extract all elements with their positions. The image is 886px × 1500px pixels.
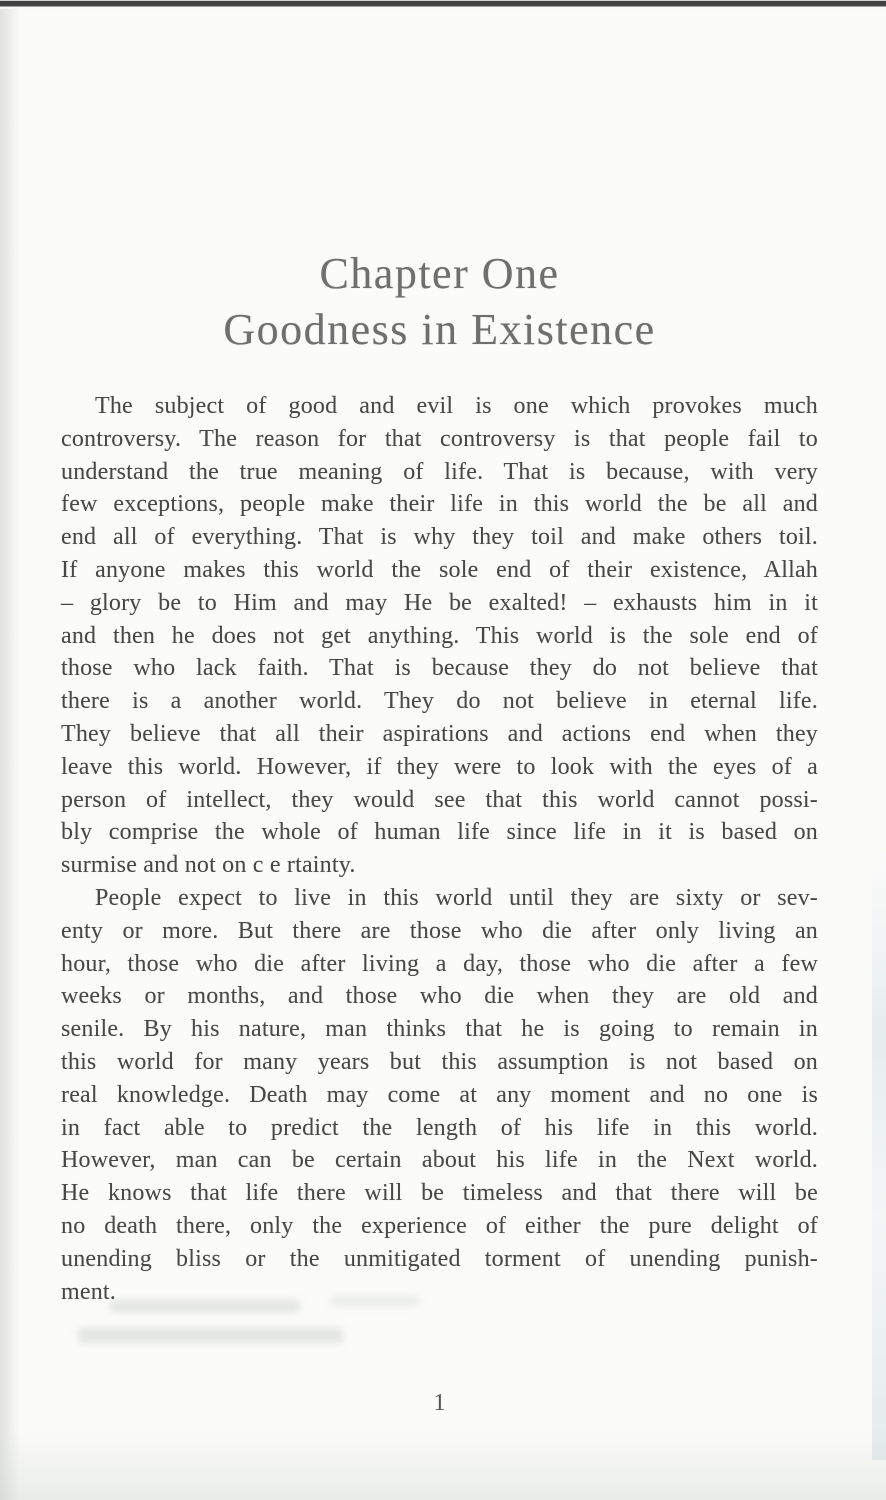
text-line: surmise and not on c e rtainty. — [61, 852, 356, 879]
body-text — [61, 390, 818, 1308]
text-line: no death there, only the experience of either the pure delight of — [61, 1212, 818, 1239]
text-line: unending bliss or the unmitigated torment of unending punish- — [61, 1245, 818, 1272]
bleed-through-artifact — [78, 1328, 343, 1343]
text-line: leave this world. However, if they were to look with the eyes of a — [61, 753, 818, 780]
text-line: People expect to live in this world until they are sixty or sev- — [95, 884, 818, 911]
chapter-title-line1: Chapter One — [319, 249, 560, 298]
text-line: there is a another world. They do not believe in eternal life. — [61, 688, 818, 715]
text-line: and then he does not get anything. This world is the sole end of — [61, 622, 818, 649]
text-line: few exceptions, people make their life in this world the be all and — [61, 491, 818, 518]
text-line: enty or more. But there are those who die after only living an — [61, 917, 818, 944]
chapter-title — [61, 246, 818, 358]
scan-right-shade — [872, 850, 886, 1460]
text-line: end all of everything. That is why they toil and make others toil. — [61, 524, 818, 551]
chapter-title-line2: Goodness in Existence — [223, 305, 656, 354]
text-line: in fact able to predict the length of his life in this world. — [61, 1114, 818, 1141]
text-line: If anyone makes this world the sole end of their existence, Allah — [61, 556, 818, 583]
scan-left-shade — [0, 9, 20, 1500]
text-line: senile. By his nature, man thinks that he is going to remain in — [61, 1016, 818, 1043]
text-line: The subject of good and evil is one which provokes much — [95, 393, 818, 419]
text-line: hour, those who die after living a day, those who die after a few — [61, 950, 818, 977]
text-line: – glory be to Him and may He be exalted! – exhausts him in it — [61, 589, 818, 616]
text-line: controversy. The reason for that controversy is that people fail to — [61, 425, 818, 452]
text-line: ment. — [61, 1278, 116, 1305]
text-line: They believe that all their aspirations and actions end when they — [61, 720, 818, 747]
text-column — [61, 246, 818, 1308]
text-line: real knowledge. Death may come at any moment and no one is — [61, 1081, 818, 1108]
text-line: understand the true meaning of life. That is because, with very — [61, 458, 818, 485]
scan-top-edge — [0, 0, 886, 9]
text-line: this world for many years but this assumption is not based on — [61, 1048, 818, 1075]
text-line: weeks or months, and those who die when they are old and — [61, 983, 818, 1010]
scan-bottom-shade — [0, 1430, 886, 1500]
text-line: bly comprise the whole of human life since life in it is based on — [61, 819, 818, 846]
text-line: He knows that life there will be timeless and that there will be — [61, 1180, 818, 1207]
page-number: 1 — [433, 1390, 446, 1416]
text-line: those who lack faith. That is because they do not believe that — [61, 655, 818, 682]
text-line: person of intellect, they would see that this world cannot possi- — [61, 786, 818, 813]
text-line: However, man can be certain about his life in the Next world. — [61, 1147, 818, 1174]
